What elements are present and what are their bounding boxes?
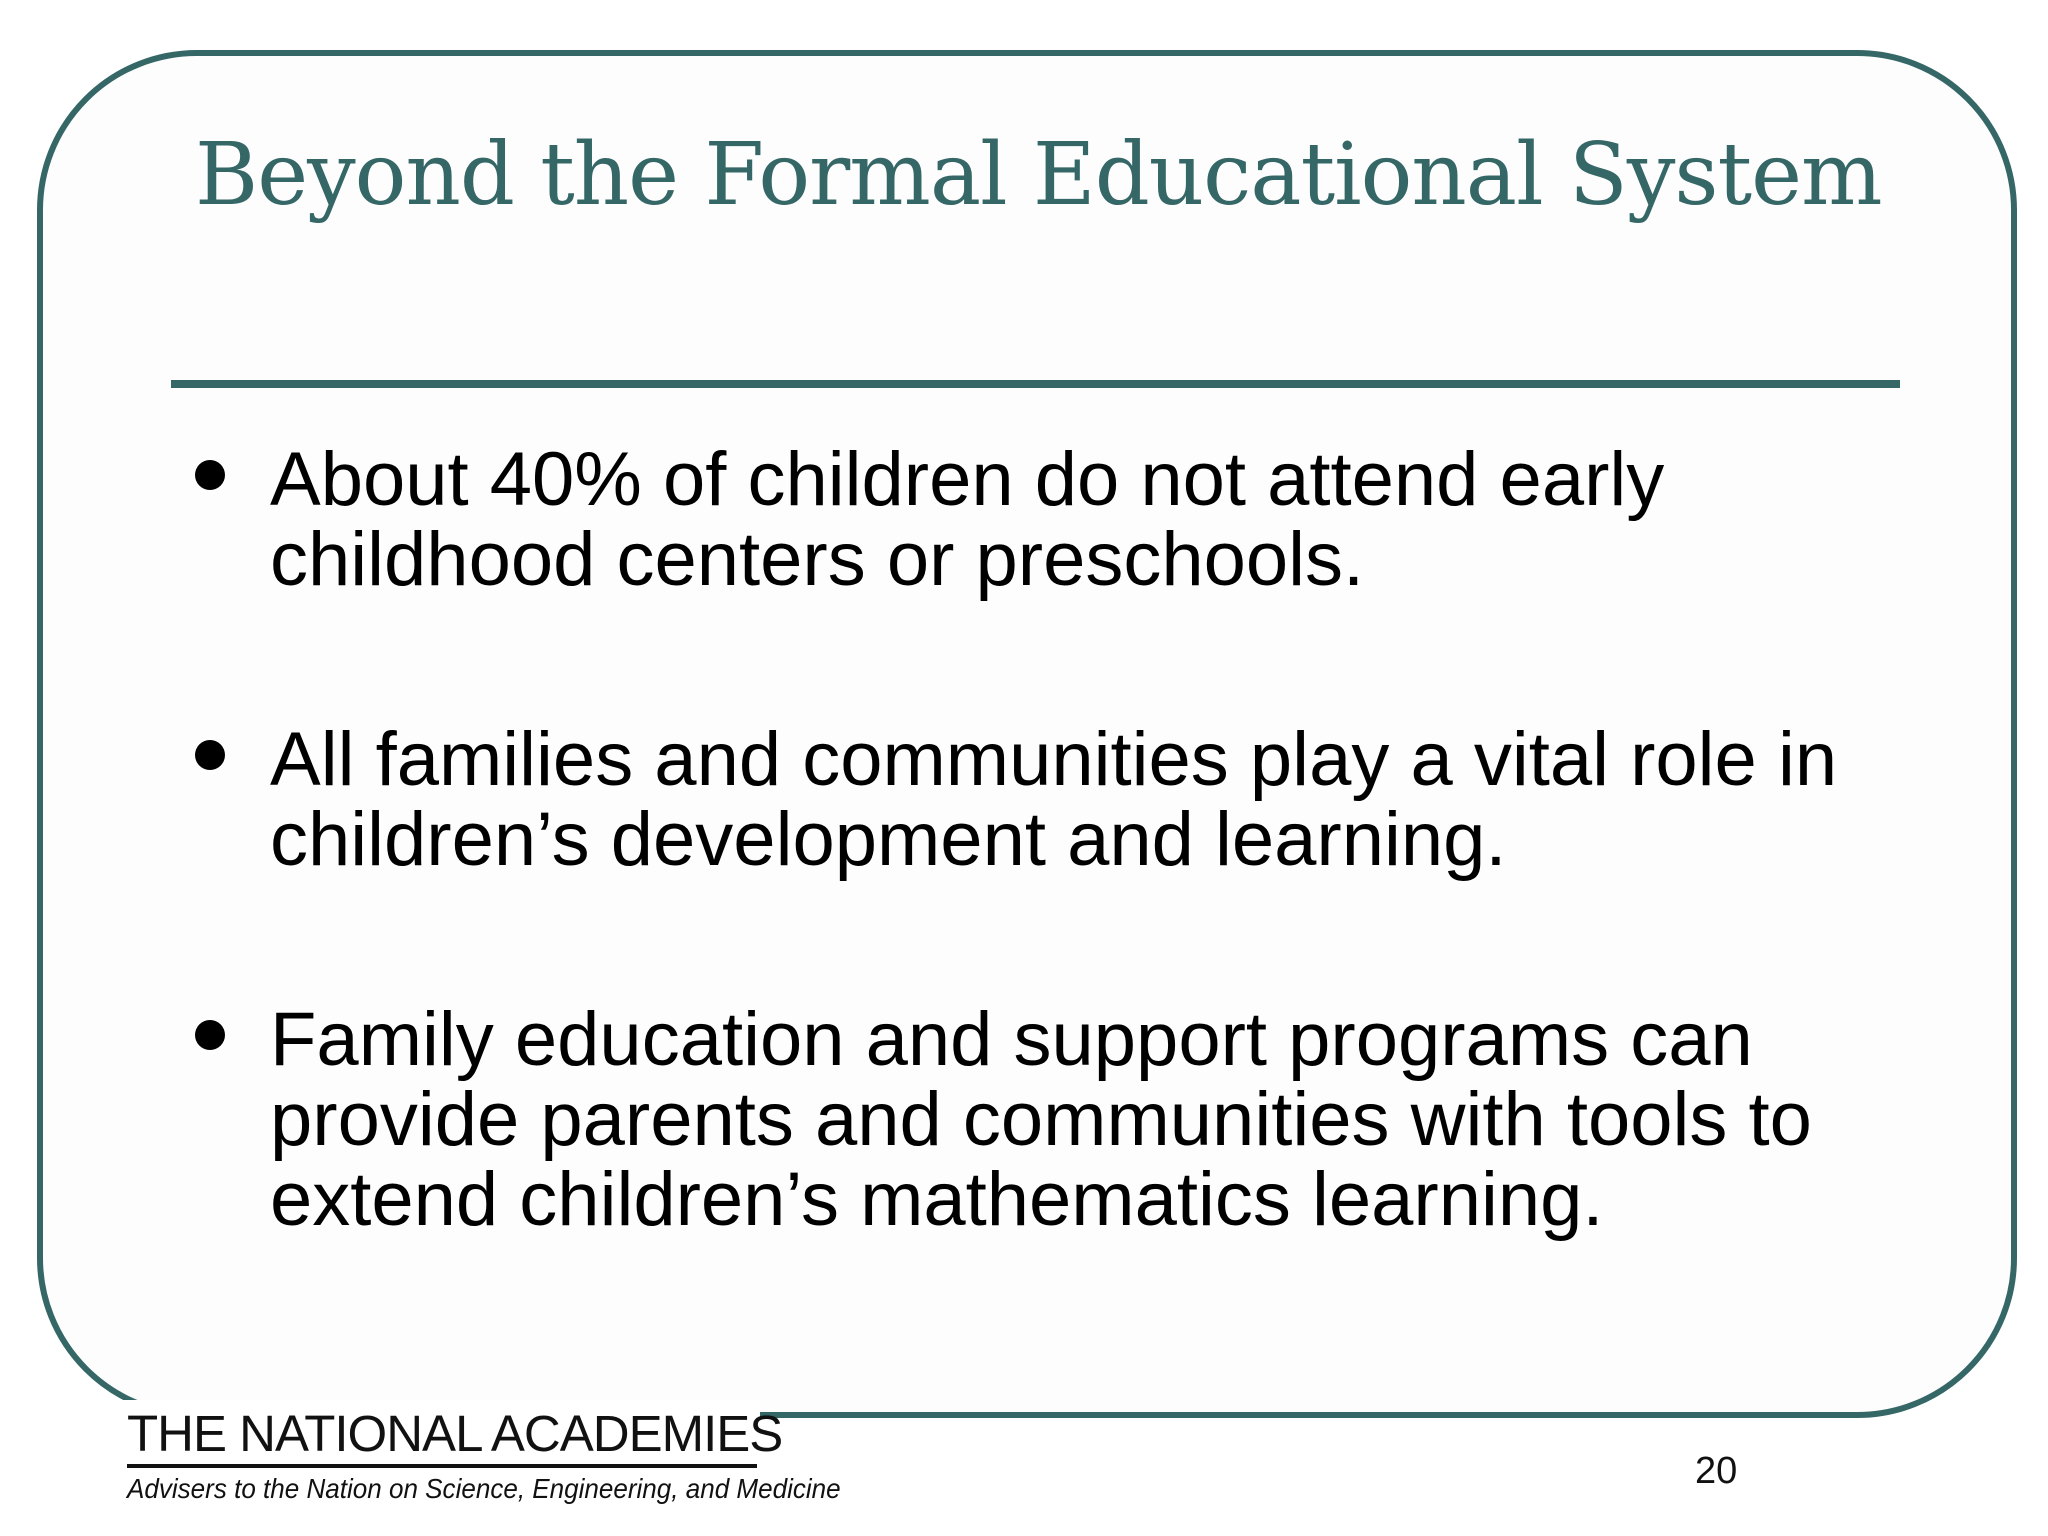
title-divider <box>171 380 1900 388</box>
logo-tagline: Advisers to the Nation on Science, Engineering, and Medicine <box>127 1473 841 1504</box>
logo-name: THE NATIONAL ACADEMIES <box>127 1406 757 1468</box>
bullet-text: About 40% of children do not attend early childhood centers or preschools. <box>270 437 1665 602</box>
slide-title: Beyond the Formal Educational System <box>195 125 1882 225</box>
bullet-text: All families and communities play a vital role in children’s development and learning. <box>270 717 1838 882</box>
bullet-icon <box>195 460 225 490</box>
bullet-icon <box>195 740 225 770</box>
page-number: 20 <box>1695 1450 1738 1492</box>
bullet-icon <box>195 1020 225 1050</box>
bullet-text: Family education and support programs can provide parents and communities with tools to extend children’s mathematics learning. <box>270 997 1812 1242</box>
national-academies-logo <box>127 1405 841 1506</box>
